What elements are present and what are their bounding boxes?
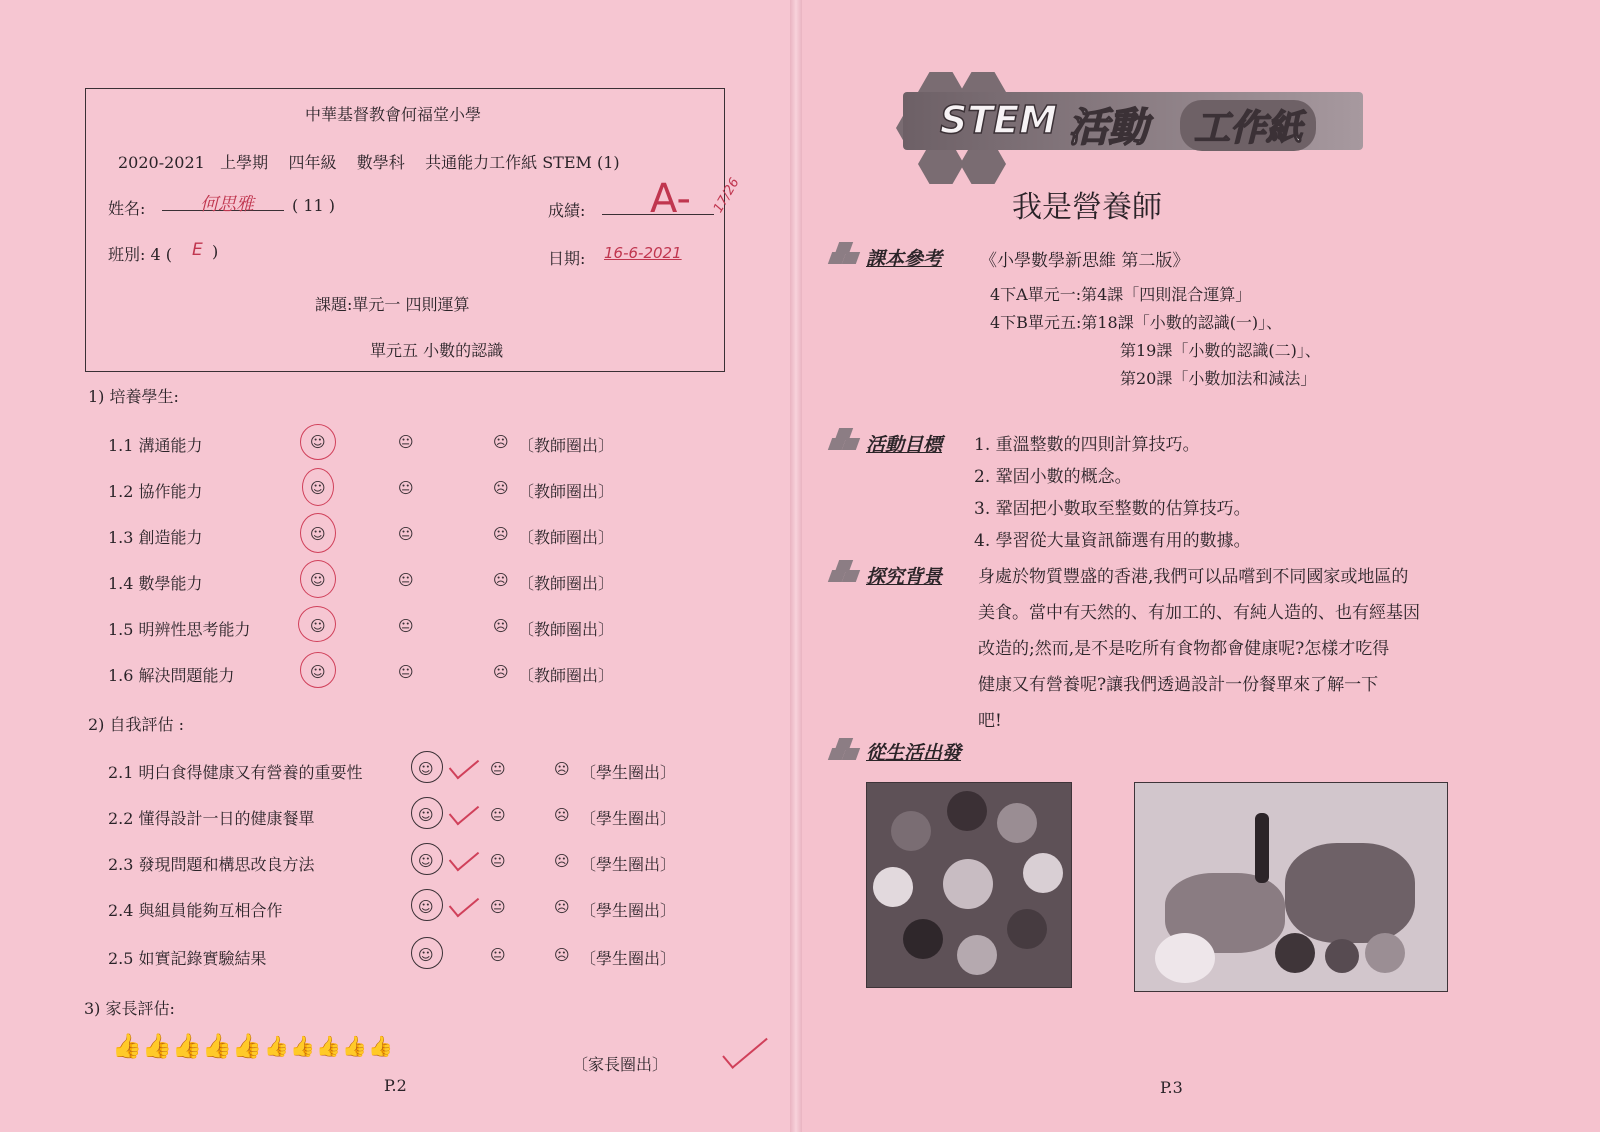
item-tag: 〔學生圈出〕 <box>580 809 677 828</box>
item-tag: 〔教師圈出〕 <box>518 436 615 455</box>
thumb-up-icon[interactable]: 👍 <box>368 1034 393 1058</box>
happy-face-icon[interactable]: ☺ <box>310 571 326 589</box>
happy-face-icon[interactable]: ☺ <box>310 479 326 497</box>
item-label: 2.3 發現問題和構思改良方法 <box>108 855 315 874</box>
happy-face-icon[interactable]: ☺ <box>418 852 434 870</box>
item-tag: 〔教師圈出〕 <box>518 482 615 501</box>
sad-face-icon[interactable]: ☹ <box>554 760 570 778</box>
page-number-left: P.2 <box>384 1076 407 1095</box>
student-circle-mark <box>411 889 443 921</box>
item-label: 1.1 溝通能力 <box>108 436 203 455</box>
sad-face-icon[interactable]: ☹ <box>493 479 509 497</box>
teacher-circle-mark <box>300 652 336 688</box>
banner-stem: STEM <box>940 98 1058 142</box>
class-close: ) <box>212 242 219 261</box>
teacher-circle-mark <box>300 424 336 460</box>
food-bowls-photo <box>866 782 1072 988</box>
topic-line-2: 單元五 小數的認識 <box>370 341 504 360</box>
name-value[interactable]: 何思雅 <box>200 194 254 215</box>
happy-face-icon[interactable]: ☺ <box>310 617 326 635</box>
neutral-face-icon[interactable]: 😐 <box>398 433 414 451</box>
section2-title: 2) 自我評估 : <box>88 715 184 734</box>
ref-book: 《小學數學新思維 第二版》 <box>980 251 1190 271</box>
school-name: 中華基督教會何福堂小學 <box>305 105 482 124</box>
happy-face-icon[interactable]: ☺ <box>310 433 326 451</box>
neutral-face-icon[interactable]: 😐 <box>490 898 506 916</box>
section1-title: 1) 培養學生: <box>88 387 179 406</box>
item-label: 1.3 創造能力 <box>108 528 203 547</box>
neutral-face-icon[interactable]: 😐 <box>398 525 414 543</box>
student-circle-mark <box>411 843 443 875</box>
class-number: ( 11 ) <box>292 196 336 215</box>
cube-icon <box>826 428 862 454</box>
neutral-face-icon[interactable]: 😐 <box>398 663 414 681</box>
item-label: 1.6 解決問題能力 <box>108 666 235 685</box>
thumb-up-icon[interactable]: 👍 <box>316 1034 341 1058</box>
background-text-line: 改造的;然而,是不是吃所有食物都會健康呢?怎樣才吃得 <box>978 639 1390 659</box>
happy-face-icon[interactable]: ☺ <box>418 898 434 916</box>
thumb-up-icon[interactable]: 👍 <box>202 1032 232 1060</box>
neutral-face-icon[interactable]: 😐 <box>398 617 414 635</box>
ref-line: 4下A單元一:第4課「四則混合運算」 <box>990 285 1252 304</box>
happy-face-icon[interactable]: ☺ <box>310 525 326 543</box>
thumb-up-icon[interactable]: 👍 <box>112 1032 142 1060</box>
neutral-face-icon[interactable]: 😐 <box>398 571 414 589</box>
student-circle-mark <box>411 797 443 829</box>
header-box <box>85 88 725 372</box>
cube-icon <box>826 738 862 764</box>
fruit-basket-photo <box>1134 782 1448 992</box>
item-tag: 〔教師圈出〕 <box>518 666 615 685</box>
student-circle-mark <box>411 937 443 969</box>
goal-item: 3. 鞏固把小數取至整數的估算技巧。 <box>974 499 1251 519</box>
ref-line: 4下B單元五:第18課「小數的認識(一)」、 <box>990 313 1283 332</box>
ref-line: 第19課「小數的認識(二)」、 <box>1120 341 1321 360</box>
banner-worksheet: 工作紙 <box>1180 100 1316 151</box>
date-value[interactable]: 16-6-2021 <box>604 244 682 262</box>
neutral-face-icon[interactable]: 😐 <box>490 806 506 824</box>
item-label: 2.4 與組員能夠互相合作 <box>108 901 283 920</box>
neutral-face-icon[interactable]: 😐 <box>490 946 506 964</box>
item-tag: 〔學生圈出〕 <box>580 901 677 920</box>
ref-line: 第20課「小數加法和減法」 <box>1120 369 1317 388</box>
neutral-face-icon[interactable]: 😐 <box>490 760 506 778</box>
happy-face-icon[interactable]: ☺ <box>418 806 434 824</box>
item-tag: 〔學生圈出〕 <box>580 763 677 782</box>
thumb-up-icon[interactable]: 👍 <box>232 1032 262 1060</box>
banner-activity: 活動 <box>1068 105 1148 151</box>
info-line: 2020-2021 上學期 四年級 數學科 共通能力工作紙 STEM (1) <box>118 153 620 172</box>
grade-note: 17/26 <box>710 175 743 216</box>
sad-face-icon[interactable]: ☹ <box>493 663 509 681</box>
thumb-up-icon[interactable]: 👍 <box>264 1034 289 1058</box>
student-circle-mark <box>411 751 443 783</box>
item-tag: 〔學生圈出〕 <box>580 949 677 968</box>
sad-face-icon[interactable]: ☹ <box>554 852 570 870</box>
life-title: 從生活出發 <box>866 742 962 764</box>
sad-face-icon[interactable]: ☹ <box>493 525 509 543</box>
item-label: 2.1 明白食得健康又有營養的重要性 <box>108 763 363 782</box>
cube-icon <box>826 560 862 586</box>
item-label: 1.5 明辨性思考能力 <box>108 620 251 639</box>
item-tag: 〔學生圈出〕 <box>580 855 677 874</box>
background-text-line: 健康又有營養呢?讓我們透過設計一份餐單來了解一下 <box>978 675 1379 695</box>
item-label: 1.2 協作能力 <box>108 482 203 501</box>
background-text-line: 身處於物質豐盛的香港,我們可以品嚐到不同國家或地區的 <box>978 567 1409 587</box>
background-text-line: 吧! <box>978 711 1002 731</box>
thumb-up-icon[interactable]: 👍 <box>172 1032 202 1060</box>
teacher-circle-mark <box>298 606 336 642</box>
background-title: 探究背景 <box>866 566 943 588</box>
item-label: 2.5 如實記錄實驗結果 <box>108 949 267 968</box>
sad-face-icon[interactable]: ☹ <box>493 571 509 589</box>
sad-face-icon[interactable]: ☹ <box>493 617 509 635</box>
class-value[interactable]: E <box>192 240 203 260</box>
sad-face-icon[interactable]: ☹ <box>554 898 570 916</box>
thumb-up-icon[interactable]: 👍 <box>342 1034 367 1058</box>
background-text-line: 美食。當中有天然的、有加工的、有純人造的、也有經基因 <box>978 603 1420 623</box>
teacher-circle-mark <box>302 468 334 506</box>
book-fold <box>790 0 802 1132</box>
neutral-face-icon[interactable]: 😐 <box>490 852 506 870</box>
sad-face-icon[interactable]: ☹ <box>554 946 570 964</box>
happy-face-icon[interactable]: ☺ <box>418 760 434 778</box>
topic-line-1: 課題:單元一 四則運算 <box>315 295 470 314</box>
item-label: 2.2 懂得設計一日的健康餐單 <box>108 809 315 828</box>
grade-label: 成績: <box>548 201 586 220</box>
parent-tag: 〔家長圈出〕 <box>572 1055 669 1074</box>
name-label: 姓名: <box>108 199 146 218</box>
thumb-up-icon[interactable]: 👍 <box>142 1032 172 1060</box>
neutral-face-icon[interactable]: 😐 <box>398 479 414 497</box>
happy-face-icon[interactable]: ☺ <box>418 946 434 964</box>
item-tag: 〔教師圈出〕 <box>518 528 615 547</box>
goal-item: 1. 重溫整數的四則計算技巧。 <box>974 435 1200 455</box>
item-tag: 〔教師圈出〕 <box>518 620 615 639</box>
sad-face-icon[interactable]: ☹ <box>554 806 570 824</box>
item-tag: 〔教師圈出〕 <box>518 574 615 593</box>
item-label: 1.4 數學能力 <box>108 574 203 593</box>
date-label: 日期: <box>548 249 586 268</box>
goal-item: 4. 學習從大量資訊篩選有用的數據。 <box>974 531 1251 551</box>
cube-icon <box>826 242 862 268</box>
class-label: 班別: 4 ( <box>108 245 172 264</box>
teacher-circle-mark <box>300 560 336 598</box>
ref-title: 課本參考 <box>866 248 943 270</box>
goal-title: 活動目標 <box>866 434 943 456</box>
goal-item: 2. 鞏固小數的概念。 <box>974 467 1132 487</box>
grade-value[interactable]: A- <box>650 176 691 222</box>
teacher-circle-mark <box>300 513 336 553</box>
worksheet-title: 我是營養師 <box>1012 190 1162 225</box>
sad-face-icon[interactable]: ☹ <box>493 433 509 451</box>
section3-title: 3) 家長評估: <box>84 999 175 1018</box>
thumb-up-icon[interactable]: 👍 <box>290 1034 315 1058</box>
page-number-right: P.3 <box>1160 1078 1183 1097</box>
happy-face-icon[interactable]: ☺ <box>310 663 326 681</box>
